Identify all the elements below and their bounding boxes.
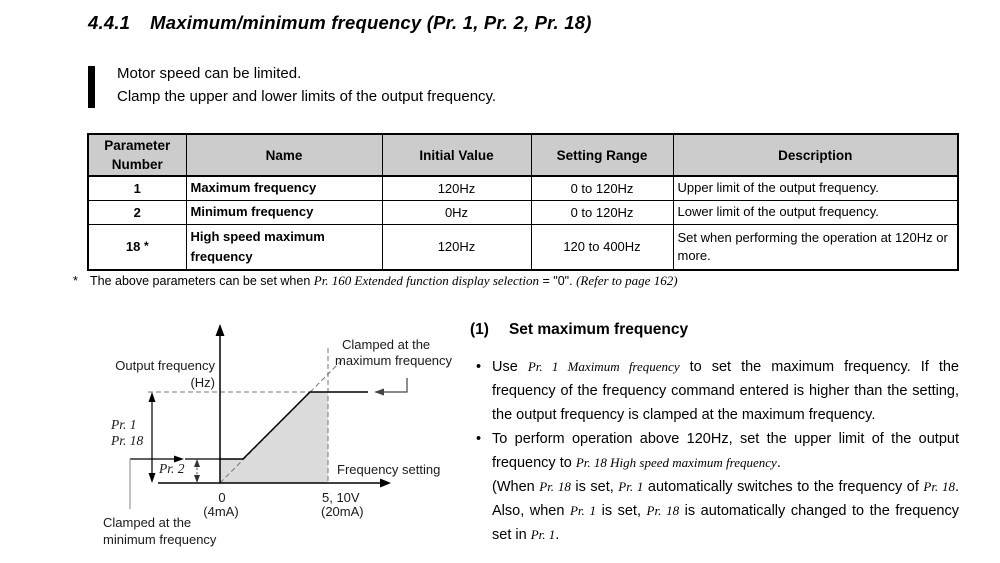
intro-line-2: Clamp the upper and lower limits of the output frequency. [117, 88, 497, 105]
table-row [88, 200, 958, 224]
param-setting-range: 0 to 120Hz [531, 200, 673, 224]
xmax-tick-label: 5, 10V [322, 490, 360, 505]
col-header-setting-range: Setting Range [531, 134, 673, 176]
clamp-max-label-2: maximum frequency [335, 353, 453, 368]
bullet-marker: • [476, 359, 482, 375]
bullet-text: Use Pr. 1 Maximum frequency to set the maximum frequency. If the frequency of the frequency command entered is higher than the setting, the output frequency is clamped at the maximum frequency. [492, 359, 959, 423]
y-axis-arrowhead [216, 324, 225, 336]
parameter-ref: Pr. 18 [646, 503, 680, 518]
footnote-page-ref: (Refer to page 162) [576, 273, 678, 288]
param-description: Upper limit of the output frequency. [673, 176, 958, 200]
pr18-label: Pr. 18 [111, 433, 144, 448]
frequency-clamp-diagram [88, 316, 470, 556]
col-header-name: Name [186, 134, 382, 176]
arrow-down [149, 473, 156, 483]
param-number: 18 * [88, 224, 186, 270]
subsection-title: Set maximum frequency [508, 321, 689, 338]
subsection-heading [470, 321, 959, 339]
xmax-current-label: (20mA) [321, 504, 364, 519]
param-initial-value: 120Hz [382, 176, 531, 200]
clamp-max-label-1: Clamped at the [342, 337, 431, 352]
arrow-left [374, 389, 384, 396]
section-heading [88, 12, 592, 34]
subsection-number: (1) [470, 321, 489, 338]
x-axis-label: Frequency setting [337, 462, 441, 477]
intro-line-1: Motor speed can be limited. [117, 65, 302, 82]
clamped-region [220, 392, 328, 483]
param-initial-value: 120Hz [382, 224, 531, 270]
bullet-item [470, 427, 959, 547]
parameter-ref: Pr. 18 [923, 479, 955, 494]
footnote-parameter-ref: Pr. 160 Extended function display selection [313, 273, 540, 288]
footnote-asterisk: * [143, 239, 149, 254]
table-footnote [73, 273, 678, 289]
arrow-up [149, 392, 156, 402]
param-name: Maximum frequency [186, 176, 382, 200]
col-header-parameter-number: Parameter Number [88, 134, 186, 176]
footnote-text: = "0". [539, 274, 577, 288]
y-axis-label: Output frequency [115, 358, 215, 373]
section-title: Maximum/minimum frequency (Pr. 1, Pr. 2, Pr. 18) [150, 12, 592, 33]
param-name: High speed maximum frequency [186, 224, 382, 270]
col-header-description: Description [673, 134, 958, 176]
pr1-label: Pr. 1 [111, 417, 137, 432]
param-setting-range: 120 to 400Hz [531, 224, 673, 270]
arrow-up [194, 459, 200, 467]
col-header-initial-value: Initial Value [382, 134, 531, 176]
intro-accent-bar [88, 66, 95, 108]
origin-tick-label: 0 [218, 490, 226, 505]
param-name: Minimum frequency [186, 200, 382, 224]
origin-current-label: (4mA) [203, 504, 239, 519]
x-axis-arrowhead [380, 479, 391, 488]
footnote-marker: * [73, 274, 78, 288]
pr2-label: Pr. 2 [159, 461, 185, 476]
arrow-down [194, 475, 200, 483]
param-initial-value: 0Hz [382, 200, 531, 224]
parameter-ref: Pr. 1 Maximum frequency [527, 359, 680, 374]
intro-block [88, 62, 496, 108]
table-row [88, 176, 958, 200]
param-setting-range: 0 to 120Hz [531, 176, 673, 200]
y-axis-unit: (Hz) [190, 375, 215, 390]
param-number: 2 [88, 200, 186, 224]
bullet-text-continued: (When Pr. 18 is set, Pr. 1 automatically switches to the frequency of Pr. 18. Also, when Pr. 1 is set, Pr. 18 is automatically changed to the frequency set in Pr. 1. [492, 479, 960, 543]
parameter-ref: Pr. 1 [569, 503, 597, 518]
parameter-ref: Pr. 18 High speed maximum frequency [575, 455, 777, 470]
bullet-text: To perform operation above 120Hz, set the upper limit of the output frequency to Pr. 18 High speed maximum frequency. [492, 431, 959, 471]
clamp-min-label-2: minimum frequency [103, 532, 217, 547]
param-description: Set when performing the operation at 120Hz or more. [673, 224, 958, 270]
param-number: 1 [88, 176, 186, 200]
section-number: 4.4.1 [88, 12, 131, 33]
bullet-item [470, 355, 959, 427]
set-maximum-frequency-section [470, 321, 959, 547]
parameter-table [87, 133, 959, 271]
clamp-min-label-1: Clamped at the [103, 515, 192, 530]
table-header-row [88, 134, 958, 176]
parameter-ref: Pr. 1 [530, 527, 556, 542]
parameter-ref: Pr. 1 [618, 479, 644, 494]
parameter-ref: Pr. 18 [539, 479, 571, 494]
footnote-text: The above parameters can be set when [90, 274, 314, 288]
param-description: Lower limit of the output frequency. [673, 200, 958, 224]
table-row [88, 224, 958, 270]
bullet-marker: • [476, 431, 482, 447]
